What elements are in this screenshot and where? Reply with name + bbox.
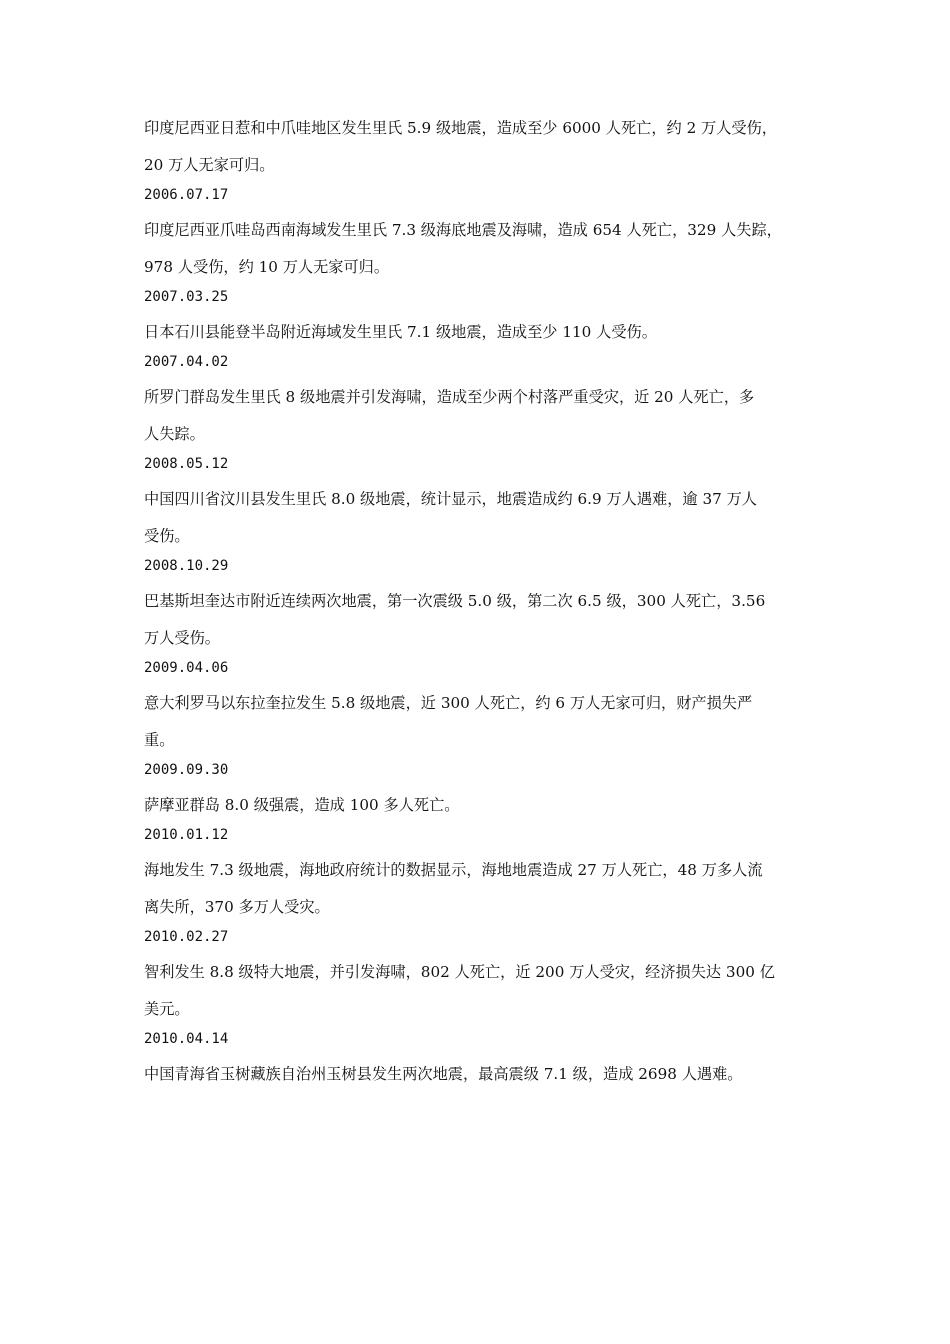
entry-description (144, 314, 824, 351)
entry-date: 2010.01.12 (144, 827, 229, 843)
entry-text-line: 意大利罗马以东拉奎拉发生 5.8 级地震，近 300 人死亡，约 6 万人无家可归，财产损失严 (144, 694, 753, 712)
entry-text-line: 所罗门群岛发生里氏 8 级地震并引发海啸，造成至少两个村落严重受灾，近 20 人死亡，多 (144, 388, 755, 406)
entry-date: 2010.04.14 (144, 1031, 229, 1047)
entry-date: 2010.02.27 (144, 929, 229, 945)
entry-text-line: 海地发生 7.3 级地震，海地政府统计的数据显示，海地地震造成 27 万人死亡，48 万多人流 (144, 861, 763, 879)
entry-text-line: 离失所，370 多万人受灾。 (144, 898, 330, 916)
entry-text-line: 萨摩亚群岛 8.0 级强震，造成 100 多人死亡。 (144, 796, 460, 814)
entry-description (144, 481, 824, 555)
entry-text-line: 人失踪。 (144, 425, 205, 443)
entry-date: 2006.07.17 (144, 187, 229, 203)
entry-text-line: 智利发生 8.8 级特大地震，并引发海啸，802 人死亡，近 200 万人受灾，经济损失达 300 亿 (144, 963, 775, 981)
entry-description (144, 583, 824, 657)
earthquake-entry (144, 927, 824, 1028)
entry-date: 2008.10.29 (144, 558, 229, 574)
earthquake-entry (144, 352, 824, 453)
entry-text-line: 万人受伤。 (144, 629, 220, 647)
entry-date: 2009.09.30 (144, 762, 229, 778)
entry-description (144, 212, 824, 286)
earthquake-entry (144, 556, 824, 657)
entry-description (144, 954, 824, 1028)
entry-description (144, 110, 824, 184)
entry-text-line: 978 人受伤，约 10 万人无家可归。 (144, 258, 390, 276)
earthquake-entry (144, 287, 824, 351)
earthquake-entry (144, 110, 824, 184)
entry-text-line: 中国四川省汶川县发生里氏 8.0 级地震，统计显示，地震造成约 6.9 万人遇难，逾 37 万人 (144, 490, 757, 508)
earthquake-entry (144, 825, 824, 926)
entry-text-line: 受伤。 (144, 527, 190, 545)
entry-date: 2007.04.02 (144, 354, 229, 370)
entry-date: 2008.05.12 (144, 456, 229, 472)
entry-description (144, 1056, 824, 1093)
entry-description (144, 787, 824, 824)
document-page (144, 118, 824, 1094)
entry-description (144, 379, 824, 453)
entry-description (144, 685, 824, 759)
entry-description (144, 852, 824, 926)
earthquake-entry (144, 658, 824, 759)
entry-date: 2009.04.06 (144, 660, 229, 676)
earthquake-entry (144, 454, 824, 555)
earthquake-entry (144, 1029, 824, 1093)
earthquake-entry (144, 185, 824, 286)
entry-text-line: 美元。 (144, 1000, 190, 1018)
entry-text-line: 重。 (144, 731, 175, 749)
entry-text-line: 日本石川县能登半岛附近海域发生里氏 7.1 级地震，造成至少 110 人受伤。 (144, 323, 657, 341)
entry-text-line: 巴基斯坦奎达市附近连续两次地震，第一次震级 5.0 级，第二次 6.5 级，300 人死亡，3.56 (144, 592, 766, 610)
entry-text-line: 印度尼西亚爪哇岛西南海域发生里氏 7.3 级海底地震及海啸，造成 654 人死亡，329 人失踪， (144, 221, 782, 239)
entry-text-line: 20 万人无家可归。 (144, 156, 275, 174)
earthquake-entry (144, 760, 824, 824)
entry-text-line: 中国青海省玉树藏族自治州玉树县发生两次地震，最高震级 7.1 级，造成 2698 人遇难。 (144, 1065, 743, 1083)
entry-text-line: 印度尼西亚日惹和中爪哇地区发生里氏 5.9 级地震，造成至少 6000 人死亡，约 2 万人受伤， (144, 119, 777, 137)
entry-date: 2007.03.25 (144, 289, 229, 305)
